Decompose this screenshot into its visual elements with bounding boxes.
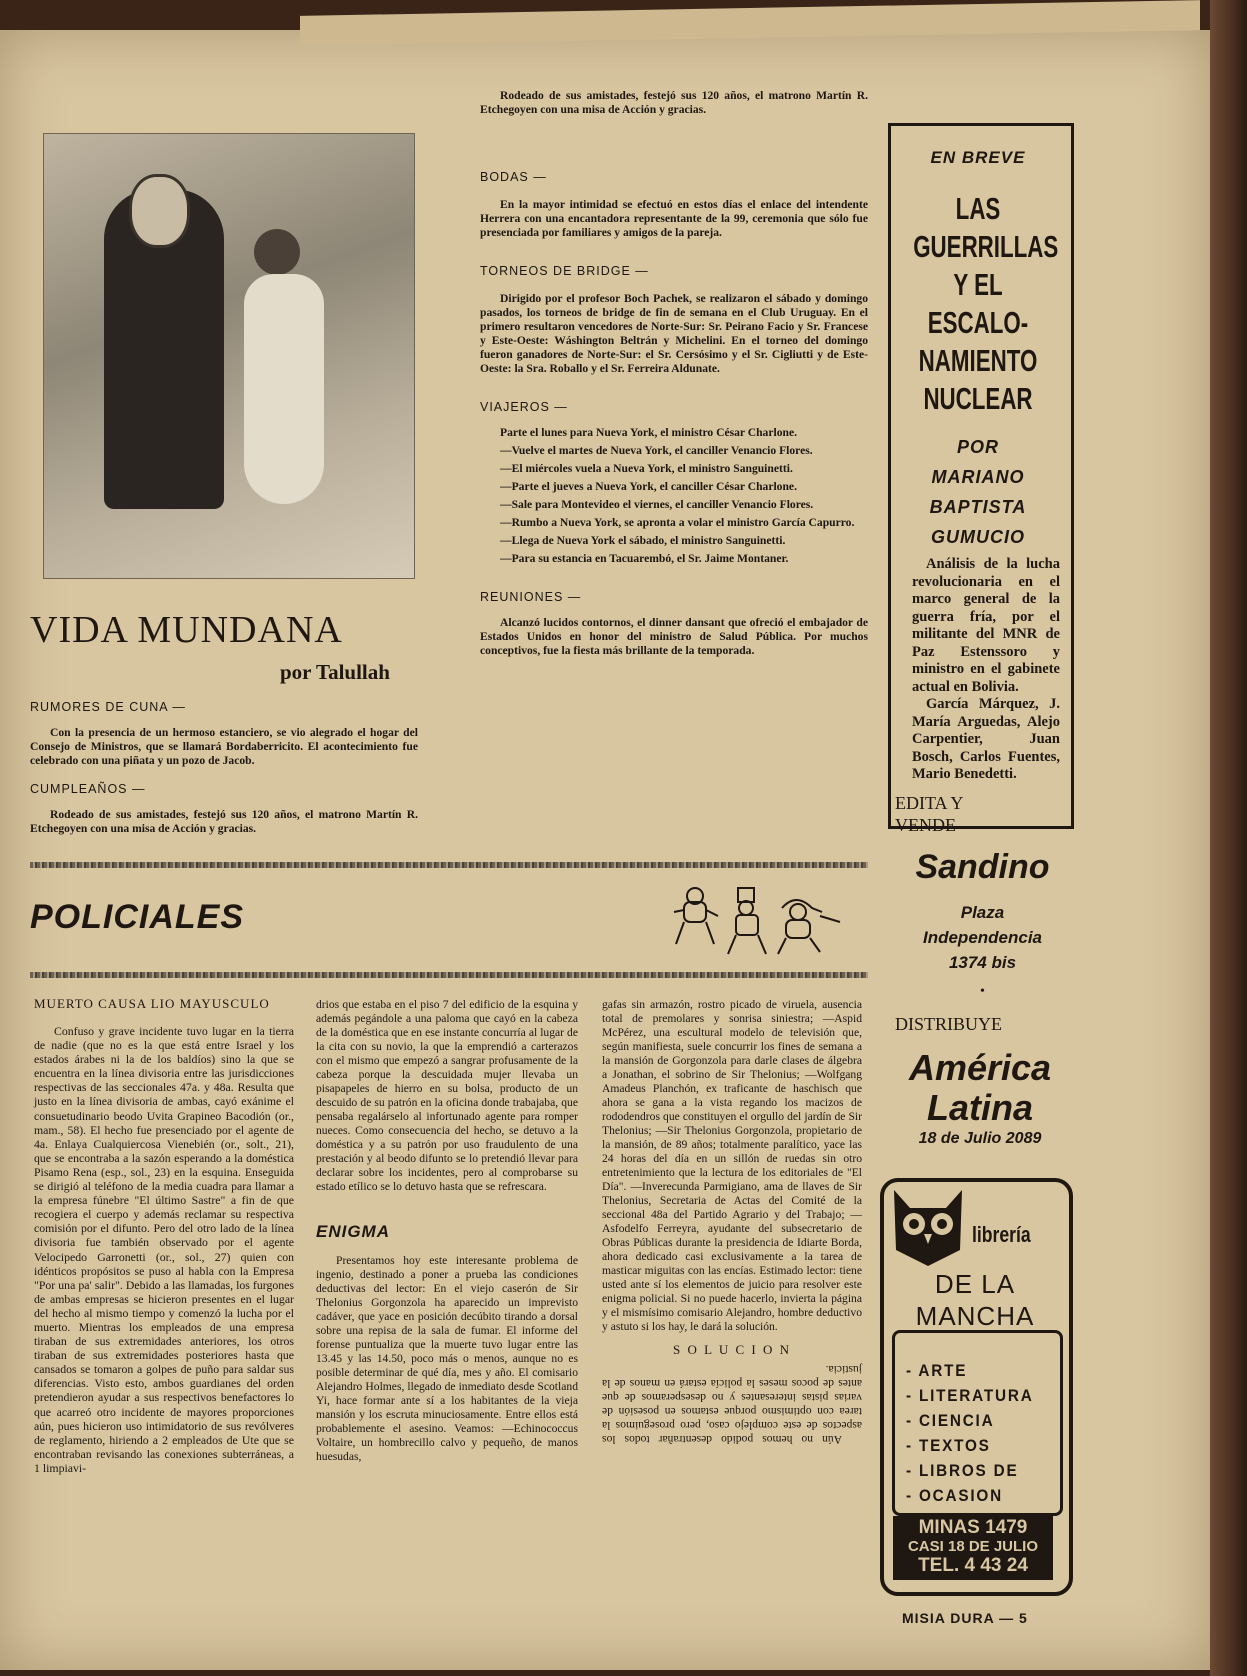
vida-mundana-byline: por Talullah (280, 660, 390, 684)
book-description: Análisis de la lucha revolucionaria en el marco general de la guerra fría, por el militante del MNR de Paz Estenssoro y ministro en el gabinete actual en Bolivia. García Márquez, J. María Arguedas, Alejo Carpentier, Juan Bosch, Carlos Fuentes, Mario Benedetti. (912, 556, 1060, 782)
libreria-items (906, 1358, 1034, 1508)
article-heading: MUERTO CAUSA LIO MAYUSCULO (34, 996, 270, 1011)
libreria-name: DE LA MANCHA (915, 1269, 1035, 1331)
edita-label: EDITA Y VENDE (895, 793, 964, 835)
section-body: Con la presencia de un hermoso estanciero, se vio alegrado el hogar del Consejo de Ministros, que se llamará Bordaberricito. El acontecimiento fue celebrado con una piñata y un pozo de Jacob. (30, 726, 418, 767)
libreria-label: librería (972, 1222, 1031, 1247)
bullet-separator: • (980, 984, 985, 999)
article-body: gafas sin armazón, rostro picado de viruela, ausencia total de premolares y sonrisa siniestra; —Aspid McPérez, una escultural modelo de televisión que, según manifiesta, suele concurrir los fines de semana a la mansión de Gorgonzola para darle clases de álgebra a Jonathan, el sobrino de Sir Thelonius; —Wolfgang Amadeus Planchón, ex traficante de haschisch que ahora se gana a la vista regando los macizos de rododendros que constituyen el orgullo del jardín de Sir Thelonius; —Sir Thelonius Gorgonzola, propietario de la mansión, de 89 años; totalmente paralítico, yace las 24 horas del día en un sillón de ruedas sin otro entretenimiento que la lectura de los editoriales de "El Día". —Inverecunda Parmigiano, ama de llaves de Sir Thelonius, Secretaria de Actas del Comité de la seccional 48a del Partido Agrario y del Trabajo; —Asfodelfo Ferreyra, ayudante del subsecretario de Obras Públicas durante la presidencia de Idiarte Borda, ahora dedicado casi exclusivamente a la tarea de masticar miguitas con las encías. Estimado lector: tiene usted ante sí los elementos de juicio para resolver este enigma policial. Si no puede hacerlo, invierta la página y el mismísimo comisario Alejandro, hombre deductivo y astuto si los hay, le dará la solución. (602, 998, 862, 1333)
publisher-address: Plaza Independencia 1374 bis (922, 903, 1043, 972)
section-heading: REUNIONES — (480, 590, 582, 604)
libreria-item: - TEXTOS (906, 1436, 991, 1455)
section-body: Alcanzó lucidos contornos, el dinner dansant que ofreció el embajador de Estados Unidos en honor del ministro de Salud Pública. Por muchos conceptivos, fue la fiesta más brillante de la temporada. (480, 616, 868, 657)
section-heading: CUMPLEAÑOS — (30, 782, 146, 796)
separator-rule (30, 972, 868, 978)
detectives-cartoon (670, 882, 850, 958)
photo-figure-woman (244, 274, 324, 504)
policiales-column-3 (602, 998, 862, 1446)
section-body-part1: Rodeado de sus amistades, festejó sus 120 años, el matrono Martín R. Etchegoyen con una misa de Acción y gracias. (30, 808, 418, 835)
vida-mundana-continuation (480, 89, 868, 133)
wedding-photo (43, 133, 415, 579)
distributor-address: 18 de Julio 2089 (918, 1130, 1042, 1147)
libreria-item: - LIBROS DE (906, 1461, 1019, 1480)
distribuye-label: DISTRIBUYE (895, 1014, 1002, 1034)
section-body-part2: Rodeado de sus amistades, festejó sus 120 años, el matrono Martín R. Etchegoyen con una misa de Acción y gracias. (480, 89, 868, 116)
section-body: En la mayor intimidad se efectuó en estos días el enlace del intendente Herrera con una encantadora representante de la 99, ceremonia que sólo fue presenciada por familiares y amigos de la pareja. (480, 198, 868, 239)
en-breve-label: EN BREVE (930, 148, 1026, 167)
policiales-column-2 (316, 998, 578, 1464)
owl-icon (888, 1180, 968, 1268)
section-heading: TORNEOS DE BRIDGE — (480, 264, 649, 278)
policiales-column-1 (34, 996, 294, 1475)
book-binding (1210, 0, 1247, 1676)
section-body: Dirigido por el profesor Boch Pachek, se realizaron el sábado y domingo pasados, los torneos de bridge de fin de semana en el Club Uruguay. En el primero resultaron vencedores de Norte-Sur: Sr. Peirano Facio y Sr. Francese y Este-Oeste: Wáshington Beltrán y Michelini. En el torneo del domingo fueron ganadores de Norte-Sur: el Sr. Cersósimo y el Sr. Cigliutti y de Este-Oeste: la Sra. Roballo y el Sr. Ferreira Aldunate. (480, 292, 868, 375)
publisher-name: Sandino (915, 848, 1050, 886)
book-title: LAS GUERRILLAS Y EL ESCALO- NAMIENTO NUCLEAR (913, 191, 1059, 416)
separator-rule (30, 862, 868, 868)
article-body: Confuso y grave incidente tuvo lugar en la tierra de nadie (que no es la que está entre Israel y los estados árabes ni la de los baldíos) sino la que se encuentra en la línea divisoria entre las jurisdicciones respectivas de las seccionales 47a. y 48a. Resulta que justo en la línea divisoria de ambas, cayó exánime el consuetudinario beodo Uvita Grapineo Bacodión (or., mam., 58). El hecho fue presenciado por el agente de 4a. Enlaya Cualquiercosa Vienebién (or., solt., 21), que se encontraba a la sazón esperando a la doméstica Pisamo Rena (esp., sol., 23) en la esquina. Enseguida se dirigió al teléfono de la media cuadra para llamar a la empresa fúnebre "El último Sastre" a fin de que recogiera el cuerpo y además reclamar su respectiva comisión por el difunto. Pero del otro lado de la línea divisoria fue también observado por el agente Velocipedo Garronetti (or., sol., 27) quien con idénticos propósitos se puso al habla con la Empresa "Por una pa' salir". Debido a las llamadas, los furgones de ambas empresas se hicieron presentes en el lugar del hecho al mismo tiempo y comenzó la lucha por el muerto. Mientras los empleados de una empresa tiraban de sus extremidades anteriores, los otros tiraban de sus extremidades posteriores hasta que cansados se tomaron a golpes de puño para saldar sus diferencias. Visto esto, ambos guardianes del orden pretendieron ayudar a sus respectivos benefactores lo que acarreó otro incidente de mayores proporciones aún, pues hicieron uso intimidatorio de sus revólveres de reglamento, hiriendo a 2 empleados de Ute que se encontraban revisando las conexiones subterráneas, a 1 limpiavi- (34, 1024, 294, 1475)
vida-mundana-left-column (30, 700, 418, 835)
libreria-item: - OCASION (906, 1486, 1003, 1505)
solucion-heading: S O L U C I O N (673, 1342, 791, 1357)
photo-figure-woman-head (254, 229, 300, 275)
article-body: drios que estaba en el piso 7 del edificio de la esquina y además pegándole a una paloma que cayó en la cabeza de la doméstica que en ese instante concurría al lugar de la cita con su novio, la que la emprendió a carterazos con el mismo que empezó a sangrar profusamente de la cabeza porque la descuidada mujer llevaba un pisapapeles de hierro en su bolsa, producto de un descuido de su patrón en la oficina donde trabajaba, que pensaba regalárselo al infortunado agente para romper nueces. Como consecuencia del hecho, se detuvo a la doméstica y a su patrón por uso fraudulento de una prestación y al beodo difunto se lo pretendió llevar para declarar sobre los incidentes, pero al comprobarse su estado etílico se lo detuvo hasta que se refrescara. (316, 998, 578, 1193)
enigma-heading: ENIGMA (316, 1222, 390, 1241)
policiales-title: POLICIALES (30, 898, 245, 936)
photo-figure-man-head (129, 174, 190, 248)
libreria-item: - LITERATURA (906, 1386, 1034, 1405)
libreria-address: MINAS 1479 CASI 18 DE JULIO TEL. 4 43 24 (893, 1516, 1053, 1580)
page-footer: MISIA DURA — 5 (902, 1610, 1028, 1626)
libreria-item: - ARTE (906, 1361, 968, 1380)
enigma-body: Presentamos hoy este interesante problema de ingenio, destinado a poner a prueba las condiciones deductivas del lector: En el viejo caserón de Sir Thelonius Gorgonzola ha aparecido un imprevisto cadáver, que yace en posición decúbito tirando a dorsal sobre una repisa de la sala de fumar. El informe del forense puntualiza que la muerte tuvo lugar entre las 13.45 y las 14.50, poco más o menos, aunque no es posible determinar de qué día, mes y año. El comisario Alejandro Holmes, llegado de inmediato desde Scotland Yi, hace formar ante sí a los habitantes de la vieja mansión y los escruta minuciosamente. Entre ellos está probablemente el asesino. Veamos: —Echinococcus Voltaire, un hombrecillo calvo y pequeño, de manos huesudas, (316, 1254, 578, 1463)
vida-mundana-right-column (480, 170, 868, 658)
book-author: POR MARIANO BAPTISTA GUMUCIO (929, 437, 1027, 547)
solucion-body-inverted: Aún no hemos podido desentrañar todos los aspectos de este complejo caso, pero proseguimos la tarea con optimismo porque estamos en posesión de varias pistas interesantes y no desesperamos de que antes de pocos meses la policía estará en manos de la justicia. (602, 1363, 862, 1446)
vida-mundana-title: VIDA MUNDANA (30, 609, 343, 651)
section-heading: BODAS — (480, 170, 547, 184)
section-heading: RUMORES DE CUNA — (30, 700, 186, 714)
libreria-item: - CIENCIA (906, 1411, 995, 1430)
section-heading: VIAJEROS — (480, 400, 568, 414)
section-body: Parte el lunes para Nueva York, el ministro César Charlone. —Vuelve el martes de Nueva York, el canciller Venancio Flores. —El miércoles vuela a Nueva York, el ministro Sanguinetti. —Parte el jueves a Nueva York, el canciller César Charlone. —Sale para Montevideo el viernes, el canciller Venancio Flores. —Rumbo a Nueva York, se apronta a volar el ministro García Capurro. —Llega de Nueva York el sábado, el ministro Sanguinetti. —Para su estancia en Tacuarembó, el Sr. Jaime Montaner. (500, 426, 855, 565)
distributor-name: América Latina (908, 1047, 1052, 1128)
